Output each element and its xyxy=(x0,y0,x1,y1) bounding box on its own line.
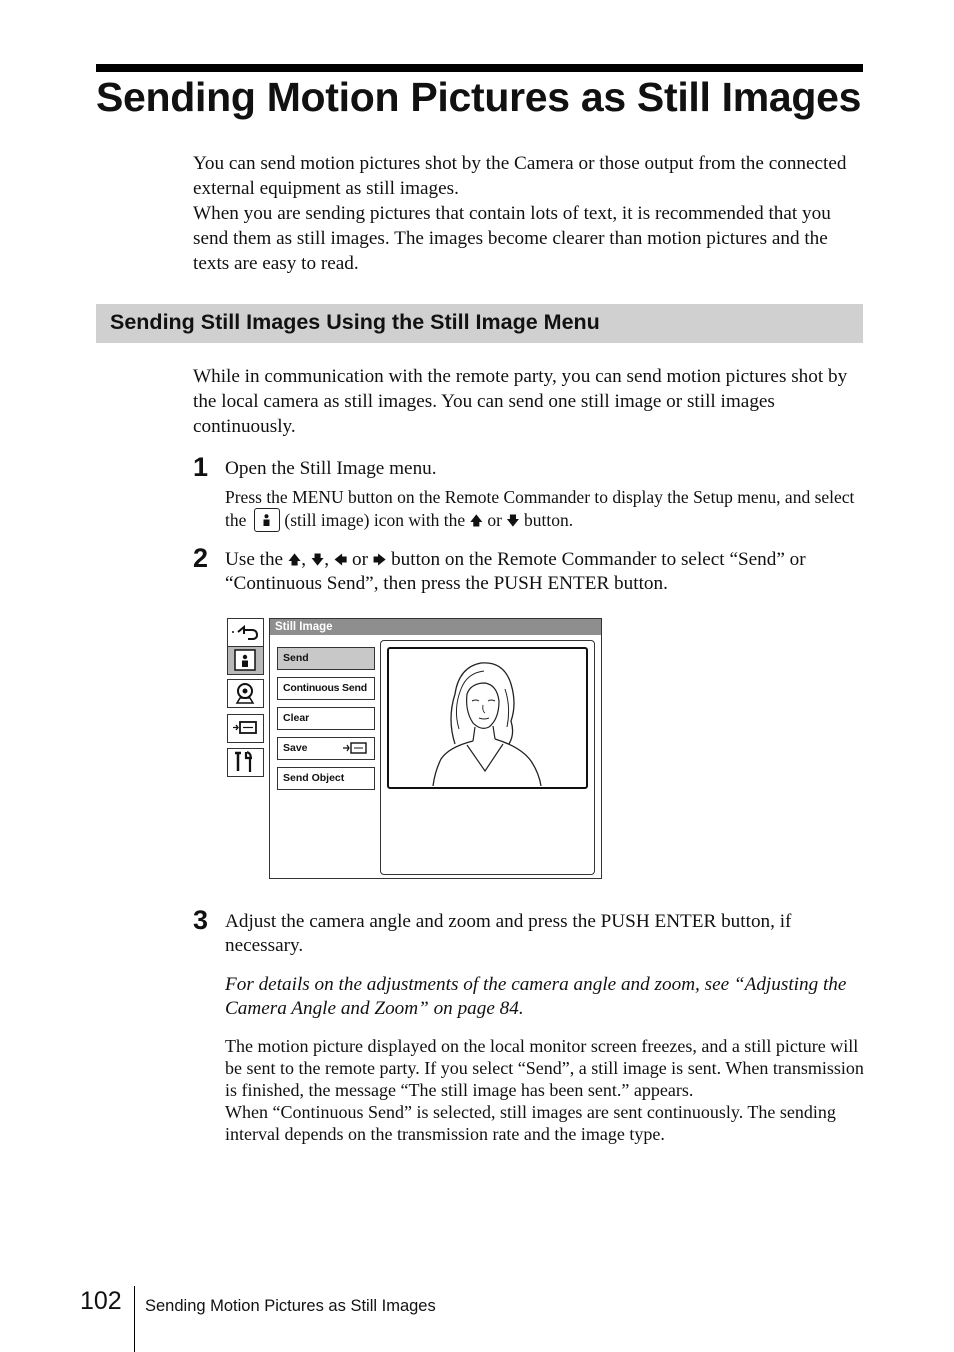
camera-icon[interactable] xyxy=(227,679,264,708)
step-2-or: or xyxy=(352,549,369,570)
intro-text xyxy=(193,151,865,276)
footer-divider xyxy=(134,1286,135,1352)
step-2-part2: button on the Remote Commander to select “Send” or “Continuous Send”, then press the PUSH ENTER button. xyxy=(225,549,806,594)
right-arrow-icon: 🡆 xyxy=(372,552,387,567)
step-3-text: Adjust the camera angle and zoom and press the PUSH ENTER button, if necessary. xyxy=(225,911,792,956)
section-header xyxy=(96,304,863,343)
left-arrow-icon: 🡄 xyxy=(333,552,348,567)
still-image-icon xyxy=(254,508,280,532)
save-to-storage-icon xyxy=(342,742,368,754)
step-1-sub-part3: button. xyxy=(524,510,574,530)
cross-reference: For details on the adjustments of the camera angle and zoom, see “Adjusting the Camera Angle and Zoom” on page 84. xyxy=(225,974,847,1019)
input-source-icon[interactable] xyxy=(227,714,264,743)
down-arrow-icon: 🡇 xyxy=(506,513,520,528)
step-1-sub-or: or xyxy=(487,510,502,530)
send-object-button[interactable]: Send Object xyxy=(277,767,375,790)
save-label: Save xyxy=(283,742,308,754)
still-preview-image xyxy=(387,647,588,789)
still-image-icon[interactable] xyxy=(227,646,264,675)
step-2-part1: Use the xyxy=(225,549,284,570)
still-image-panel xyxy=(269,618,602,879)
intro-paragraph-2: When you are sending pictures that contain lots of text, it is recommended that you send them as still images. The images become clearer than motion pictures and the texts are easy to read. xyxy=(193,203,831,274)
step-3-number: 3 xyxy=(193,905,209,935)
tools-icon[interactable] xyxy=(227,748,264,777)
step-3-body xyxy=(225,1035,865,1145)
up-arrow-icon: 🡅 xyxy=(287,552,302,567)
title-rule xyxy=(96,64,863,72)
step-1-text: Open the Still Image menu. xyxy=(225,458,437,479)
step-1-sub-part2: (still image) icon with the xyxy=(284,510,466,530)
local-monitor-frame xyxy=(380,640,595,875)
save-button[interactable] xyxy=(277,737,375,760)
step-1-sub-part1: Press the MENU button on the Remote Commander to display the Setup menu, and select the xyxy=(225,487,855,530)
return-icon[interactable] xyxy=(227,618,264,647)
still-image-menu-screenshot xyxy=(226,617,604,880)
step-2-sep-2: , xyxy=(324,549,330,570)
step-1-number: 1 xyxy=(193,452,209,482)
page-title: Sending Motion Pictures as Still Images xyxy=(96,74,862,120)
step-2-number: 2 xyxy=(193,543,209,573)
clear-button[interactable]: Clear xyxy=(277,707,375,730)
page-number: 102 xyxy=(80,1287,122,1315)
send-button[interactable]: Send xyxy=(277,647,375,670)
running-title: Sending Motion Pictures as Still Images xyxy=(145,1297,436,1315)
step-2-text xyxy=(225,548,865,596)
continuous-send-button[interactable]: Continuous Send xyxy=(277,677,375,700)
step-1-subtext xyxy=(225,486,865,532)
panel-title: Still Image xyxy=(270,619,601,635)
step-3-body-paragraph-2: When “Continuous Send” is selected, still images are sent continuously. The sending interval depends on the transmission rate and the image type. xyxy=(225,1102,836,1144)
down-arrow-icon: 🡇 xyxy=(310,552,325,567)
up-arrow-icon: 🡅 xyxy=(469,513,483,528)
step-2-sep-1: , xyxy=(301,549,307,570)
intro-paragraph-1: You can send motion pictures shot by the Camera or those output from the connected external equipment as still images. xyxy=(193,153,847,199)
step-3-body-paragraph-1: The motion picture displayed on the local monitor screen freezes, and a still picture will be sent to the remote party. If you select “Send”, a still image is sent. When transmission is finished, the message “The still image has been sent.” appears. xyxy=(225,1036,864,1100)
section-title: Sending Still Images Using the Still Image Menu xyxy=(110,310,600,334)
section-intro: While in communication with the remote party, you can send motion pictures shot by the local camera as still images. You can send one still image or still images continuously. xyxy=(193,366,848,437)
